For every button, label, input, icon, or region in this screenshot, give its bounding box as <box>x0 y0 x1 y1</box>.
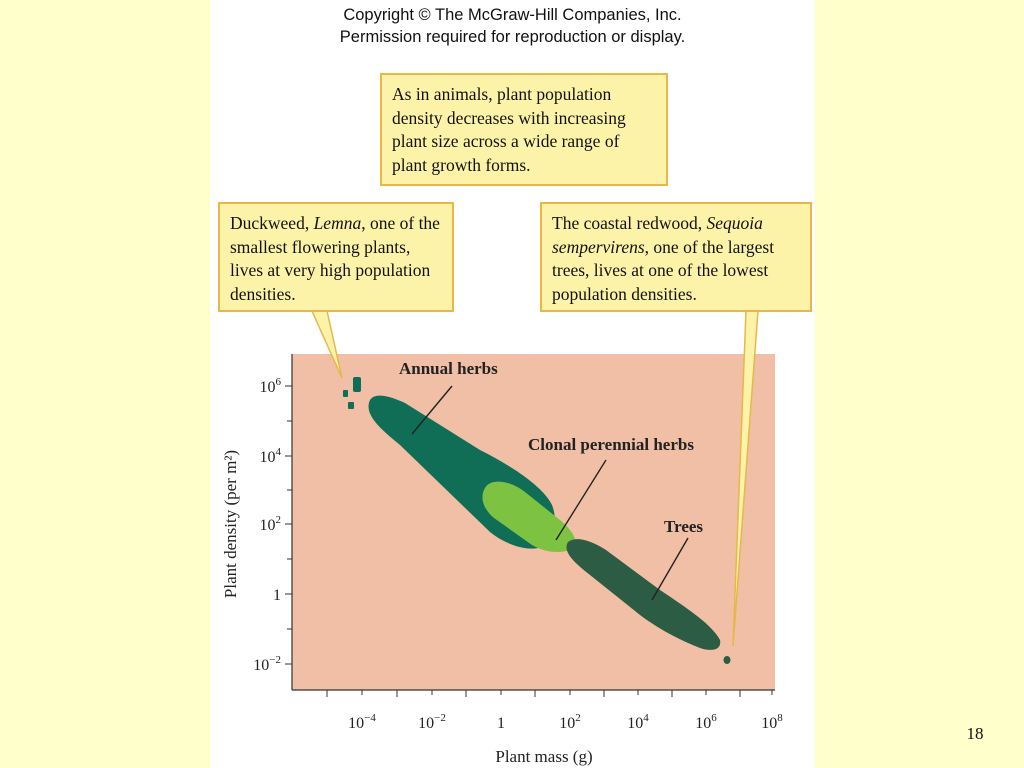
x-tick-label: $10^8$ <box>761 712 783 732</box>
callout-main-text: As in animals, plant population density decreases with increasing plant size across a wide range of plant growth forms. <box>392 84 626 175</box>
callout-duckweed-species: Lemna <box>313 213 362 233</box>
callout-duckweed-text-pre: Duckweed, <box>230 213 314 233</box>
x-tick-label: $10^4$ <box>627 712 649 732</box>
y-tick-label: 1 <box>273 587 281 604</box>
copyright-line-1: Copyright © The McGraw-Hill Companies, Inc. <box>343 6 682 24</box>
callout-redwood-text-post: , one of the largest trees, lives at one of the lowest population densities. <box>552 236 775 304</box>
callout-redwood-species: Sequoia sempervirens <box>552 213 763 257</box>
redwood-mark <box>724 656 731 664</box>
x-tick-label: $10^{-2}$ <box>418 712 446 732</box>
x-ticks <box>327 690 772 697</box>
y-ticks <box>285 386 292 664</box>
callout-duckweed <box>218 202 454 312</box>
y-axis-title: Plant density (per m²) <box>221 449 240 599</box>
annual-herbs-label: Annual herbs <box>399 359 498 378</box>
duckweed-mark-3 <box>348 402 354 409</box>
duckweed-mark-2 <box>343 390 348 397</box>
x-tick-label: 1 <box>497 715 505 732</box>
x-tick-label: $10^2$ <box>559 712 581 732</box>
y-tick-label: $10^2$ <box>259 514 281 534</box>
callout-density-decreases <box>380 73 668 186</box>
x-tick-label: $10^{-4}$ <box>348 712 376 732</box>
y-tick-label: $10^4$ <box>259 446 281 466</box>
clonal-perennial-herbs-label: Clonal perennial herbs <box>528 435 694 454</box>
callout-redwood <box>540 202 812 312</box>
x-axis-title: Plant mass (g) <box>495 747 593 766</box>
x-tick-label: $10^6$ <box>695 712 717 732</box>
copyright-line-2: Permission required for reproduction or display. <box>339 28 686 46</box>
callout-redwood-text-pre: The coastal redwood, <box>552 213 707 233</box>
callout-duckweed-text-post: , one of the smallest flowering plants, lives at very high population densities. <box>230 213 440 304</box>
trees-label: Trees <box>664 517 704 536</box>
y-tick-label: $10^6$ <box>259 376 281 396</box>
duckweed-mark-1 <box>353 377 361 392</box>
slide-number: 18 <box>966 724 984 743</box>
y-tick-label: $10^{-2}$ <box>253 654 281 674</box>
